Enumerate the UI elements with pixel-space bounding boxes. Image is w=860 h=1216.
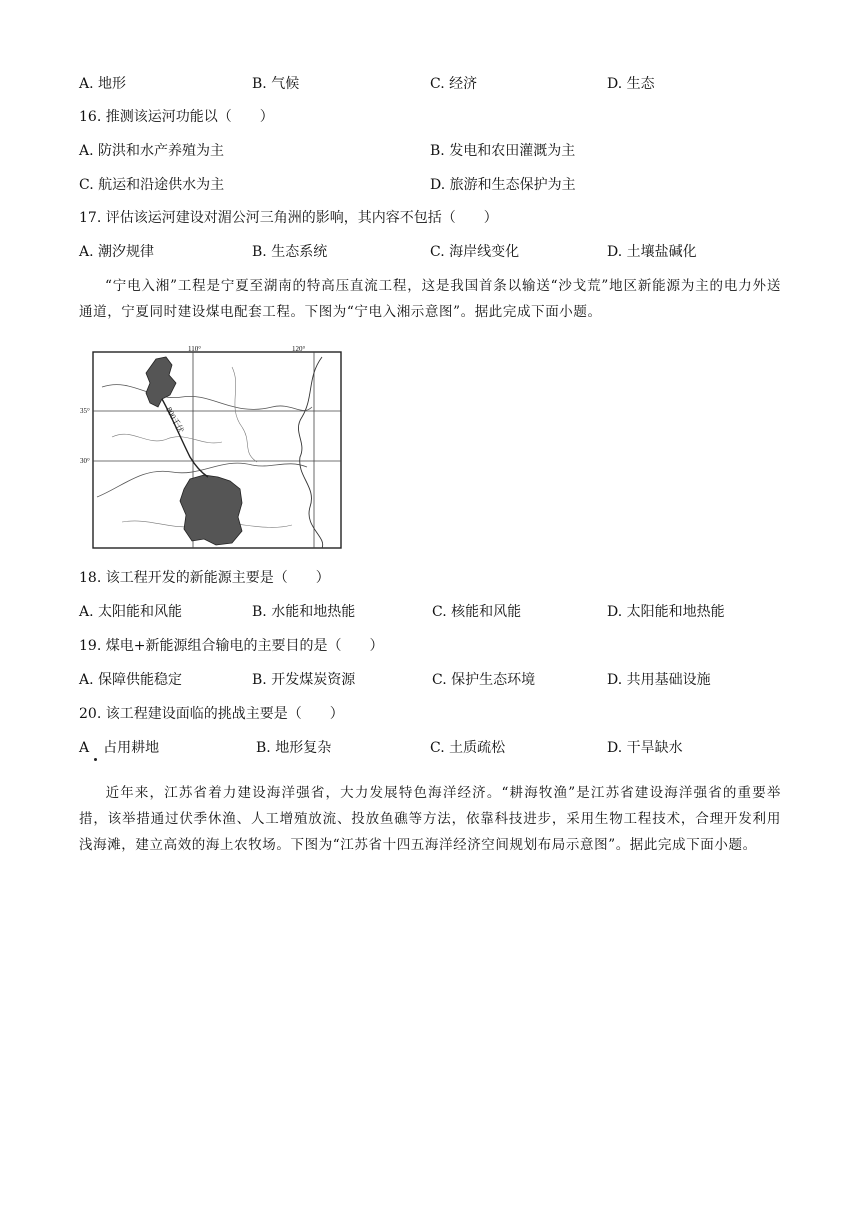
q19-option-a: A. 保障供能稳定: [79, 672, 183, 688]
q15-option-a: A. 地形: [79, 76, 127, 92]
lat-label-30: 30°: [80, 457, 90, 465]
q16-option-b: B. 发电和农田灌溉为主: [430, 143, 576, 159]
q17-option-a: A. 潮汐规律: [79, 244, 155, 260]
passage-1-text: “宁电入湘”工程是宁夏至湖南的特高压直流工程，这是我国首条以输送“沙戈荒”地区新能源为主的电力外送通道，宁夏同时建设煤电配套工程。下图为“宁电入湘示意图”。据此完成下面小题。: [79, 278, 781, 320]
stray-dot: [94, 758, 97, 761]
passage-ningxia-hunan: [79, 273, 781, 325]
q18-option-c: C. 核能和风能: [432, 604, 522, 620]
q19-option-c: C. 保护生态环境: [432, 672, 536, 688]
q20-option-d: D. 干旱缺水: [607, 740, 683, 756]
lon-label-110: 110°: [188, 345, 202, 353]
lat-label-35: 35°: [80, 407, 90, 415]
q17-option-b: B. 生态系统: [252, 244, 328, 260]
q17-stem: 17. 评估该运河建设对湄公河三角洲的影响，其内容不包括（ ）: [79, 210, 498, 226]
q20-option-a: A 占用耕地: [79, 740, 160, 756]
q19-option-b: B. 开发煤炭资源: [252, 672, 356, 688]
q15-option-b: B. 气候: [252, 76, 300, 92]
q18-option-b: B. 水能和地热能: [252, 604, 356, 620]
passage-jiangsu-ocean: [79, 780, 781, 858]
hunan-region: [180, 475, 242, 545]
q18-option-a: A. 太阳能和风能: [79, 604, 183, 620]
q17-option-d: D. 土壤盐碱化: [607, 244, 697, 260]
q19-option-d: D. 共用基础设施: [607, 672, 711, 688]
q16-option-a: A. 防洪和水产养殖为主: [79, 143, 225, 159]
q16-option-c: C. 航运和沿途供水为主: [79, 177, 225, 193]
q18-stem: 18. 该工程开发的新能源主要是（ ）: [79, 570, 330, 586]
q20-option-c: C. 土质疏松: [430, 740, 506, 756]
q16-option-d: D. 旅游和生态保护为主: [430, 177, 576, 193]
q20-option-b: B. 地形复杂: [256, 740, 332, 756]
q20-stem: 20. 该工程建设面临的挑战主要是（ ）: [79, 706, 344, 722]
q17-option-c: C. 海岸线变化: [430, 244, 520, 260]
passage-2-text: 近年来，江苏省着力建设海洋强省，大力发展特色海洋经济。“耕海牧渔”是江苏省建设海洋强省的重要举措，该举措通过伏季休渔、人工增殖放流、投放鱼礁等方法，依靠科技进步，采用生物工程技术，合理开发利用浅海滩，建立高效的海上农牧场。下图为“江苏省十四五海洋经济空间规划布局示意图”。据此完成下面小题。: [79, 785, 781, 853]
lon-label-120: 120°: [292, 345, 306, 353]
q15-option-c: C. 经济: [430, 76, 478, 92]
ningdian-xiang-map: [80, 345, 342, 550]
line-label: 800千伏: [164, 405, 186, 435]
q18-option-d: D. 太阳能和地热能: [607, 604, 725, 620]
q15-option-d: D. 生态: [607, 76, 655, 92]
q19-stem: 19. 煤电+新能源组合输电的主要目的是（ ）: [79, 638, 384, 654]
q16-stem: 16. 推测该运河功能以（ ）: [79, 109, 274, 125]
